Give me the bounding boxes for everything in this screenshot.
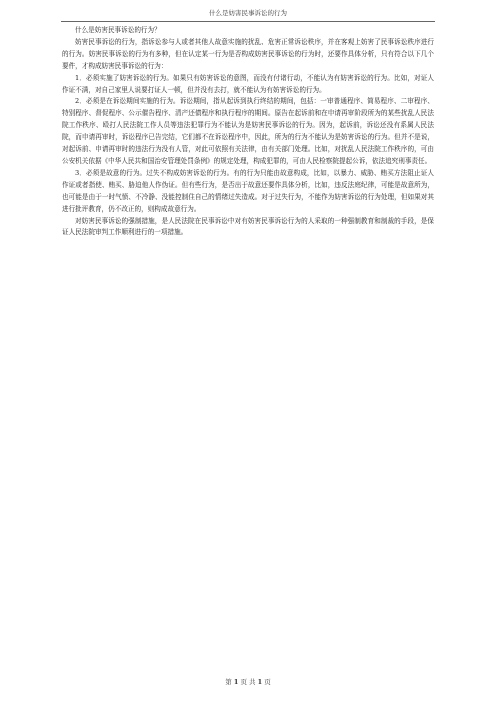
page-header xyxy=(0,9,496,17)
footer-prefix: 第 xyxy=(225,678,232,686)
footer-page-number: 1 xyxy=(233,678,239,686)
body-paragraph-measures: 对妨害民事诉讼的强制措施，是人民法院在民事诉讼中对有妨害民事诉讼行为的人采取的一种强制教育和制裁的手段，是保证人民法院审判工作顺利进行的一项措施。 xyxy=(62,216,434,237)
footer-total-pages: 1 xyxy=(257,678,263,686)
body-paragraph-definition: 妨害民事诉讼的行为，指诉讼参与人或者其他人故意实施的扰乱、危害正常诉讼秩序，并在客观上妨害了民事诉讼秩序进行的行为。妨害民事诉讼的行为有多种，但在认定某一行为是否构成妨害民事诉讼的行为时，还要作具体分析，只有符合以下几个要件，才构成妨害民事诉讼的行为： xyxy=(62,37,434,70)
footer-suffix: 页 xyxy=(264,678,271,686)
body-paragraph-element-2: 2．必须是在诉讼期间实施的行为。诉讼期间，指从起诉到执行终结的期间，包括：一审普通程序、简易程序、二审程序、特别程序、督促程序、公示催告程序、清产还债程序和执行程序的期间。原告在起诉前和在申请再审阶段所为的某些扰乱人民法院工作秩序、殴打人民法院工作人员等违法犯罪行为不能认为是妨害民事诉讼的行为。因为，起诉前，诉讼还没有系属人民法院，而申请再审时，诉讼程序已告完结，它们都不在诉讼程序中，因此，所为的行为不能认为是妨害诉讼的行为。但并不是说，对起诉前、申请再审时的违法行为没有人管，对此可依照有关法律，由有关部门处理。比如，对扰乱人民法院工作秩序的，可由公安机关依据《中华人民共和国治安管理处罚条例》的规定处理，构成犯罪的，可由人民检察院提起公诉，依法追究刑事责任。 xyxy=(62,97,434,165)
page-footer xyxy=(0,678,496,686)
document-body xyxy=(62,25,434,239)
header-divider xyxy=(61,21,435,22)
body-question: 什么是妨害民事诉讼的行为？ xyxy=(75,26,161,34)
body-paragraph-element-1: 1．必须实施了妨害诉讼的行为。如果只有妨害诉讼的意图，而没有付诸行动，不能认为有妨害诉讼的行为。比如，对证人作证不满，对自己家里人说要打证人一顿，但并没有去打，就不能认为有妨害诉讼的行为。 xyxy=(62,73,434,94)
body-paragraph-element-3: 3．必须是故意的行为。过失不构成妨害诉讼的行为。有的行为只能由故意构成，比如，以暴力、威胁、贿买方法阻止证人作证或者指使、贿买、胁迫他人作伪证。但有些行为，是否出于故意还要作具体分析，比如，违反法庭纪律，可能是故意所为，也可能是由于一时气愤、不冷静、没能控制住自己的情绪过失造成。对于过失行为，不能作为妨害诉讼的行为处理，但如果对其进行批评教育，仍不改正的，则构成故意行为。 xyxy=(62,168,434,213)
header-title: 什么是妨害民事诉讼的行为 xyxy=(209,9,287,17)
footer-middle: 页 共 xyxy=(240,678,256,686)
